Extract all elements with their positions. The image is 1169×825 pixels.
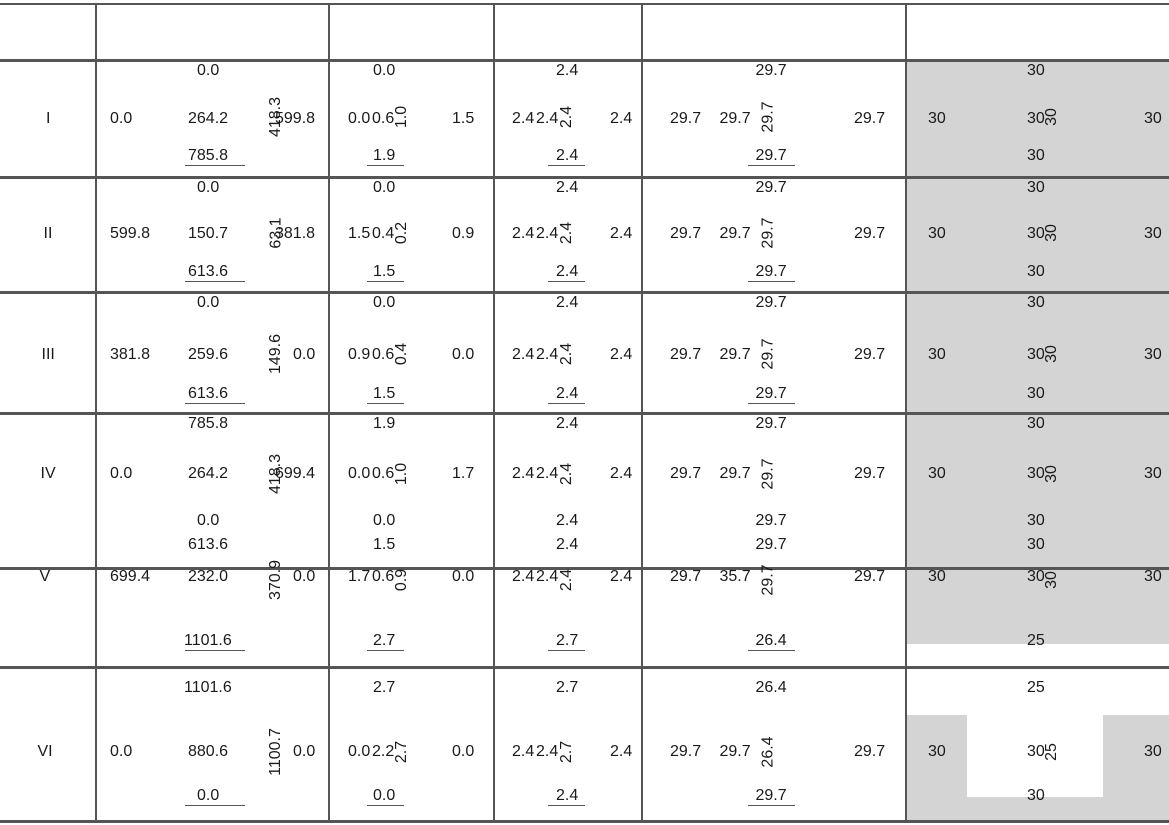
row-1-as-dis-center: 2.4 [536, 110, 559, 127]
row-1-momentos-top: 0.0 [197, 62, 220, 79]
row-4-sep-prop-center: 30 [1027, 465, 1045, 482]
row-5-as-dis-center: 2.4 [536, 568, 559, 585]
row-5-sep-prop-right: 30 [1144, 568, 1162, 585]
row-3-momentos-top: 0.0 [197, 294, 220, 311]
rule-col-4 [641, 3, 643, 823]
row-1-sep-calc-top: 29.7 [755, 62, 787, 79]
row-2-sep-prop-top: 30 [1027, 179, 1045, 196]
row-1-as-calc-center: 0.6 [372, 110, 395, 127]
row-3-momentos-underline [185, 403, 245, 404]
row-4-sep-prop-top: 30 [1027, 415, 1045, 432]
row-3-as-dis-left: 2.4 [512, 346, 535, 363]
row-2-sep-prop-center: 30 [1027, 225, 1045, 242]
row-3-as-calc-left: 0.9 [348, 346, 371, 363]
row-6-sep-prop-top: 25 [1027, 679, 1045, 696]
row-4-momentos-bottom: 0.0 [197, 512, 220, 529]
row-4-sep-prop-left: 30 [928, 465, 946, 482]
row-3-as-calc-right: 0.0 [452, 346, 475, 363]
row-2-sep-calc-center: 29.7 [719, 225, 751, 242]
row-6-sep-calc-top: 26.4 [755, 679, 787, 696]
row-6-momentos-vertical: 1100.7 [266, 728, 284, 776]
row-4-momentos-top: 785.8 [188, 415, 229, 432]
row-1-momentos-vertical: 418.3 [267, 96, 285, 138]
row-3-momentos-center: 259.6 [188, 346, 229, 363]
row-3-as-dis-top: 2.4 [556, 294, 579, 311]
row-label-II: II [43, 225, 53, 242]
rule-col-1 [95, 3, 97, 823]
row-5-as-calc-right: 0.0 [452, 568, 475, 585]
row-3-as-dis-right: 2.4 [610, 346, 633, 363]
row-3-as-dis-bottom: 2.4 [556, 385, 579, 402]
row-1-sep-calc-left: 29.7 [670, 110, 702, 127]
row-4-as-calc-bottom2: 1.5 [373, 536, 396, 553]
row-2-momentos-right: 381.8 [275, 225, 316, 242]
rule-row-3 [0, 412, 1169, 415]
row-5-as-dis-left: 2.4 [512, 568, 535, 585]
row-2-as-dis-center: 2.4 [536, 225, 559, 242]
rule-row-2 [0, 291, 1169, 294]
row-5-as-calc-vertical: 0.9 [393, 568, 411, 592]
row-4-sep-prop-bottom2: 30 [1027, 536, 1045, 553]
row-6-momentos-left: 0.0 [110, 743, 133, 760]
row-1-sep-prop-top: 30 [1027, 62, 1045, 79]
row-6-as-dis-left: 2.4 [512, 743, 535, 760]
row-3-as-calc-vertical: 0.4 [393, 342, 411, 366]
row-3-sep-prop-vertical: 30 [1042, 345, 1060, 363]
row-4-as-dis-center: 2.4 [536, 465, 559, 482]
row-label-I: I [46, 110, 51, 127]
row-6-sep-calc-underline [748, 805, 795, 806]
row-1-sep-calc-center: 29.7 [719, 110, 751, 127]
row-3-sep-calc-center: 29.7 [719, 346, 751, 363]
row-4-sep-calc-center: 29.7 [719, 465, 751, 482]
row-3-momentos-right: 0.0 [293, 346, 316, 363]
row-6-sep-prop-vertical: 25 [1042, 743, 1060, 761]
row-3-as-dis-vertical: 2.4 [558, 342, 576, 366]
row-4-as-calc-right: 1.7 [452, 465, 475, 482]
row-2-as-calc-vertical: 0.2 [393, 221, 411, 245]
row-1-as-calc-bottom: 1.9 [373, 147, 396, 164]
row-2-as-dis-left: 2.4 [512, 225, 535, 242]
row-label-IV: IV [40, 465, 56, 482]
row-5-momentos-vertical: 370.9 [267, 559, 285, 601]
row-6-sep-calc-left: 29.7 [670, 743, 702, 760]
row-1-sep-prop-right: 30 [1144, 110, 1162, 127]
row-2-as-calc-left: 1.5 [348, 225, 371, 242]
row-3-as-calc-center: 0.6 [372, 346, 395, 363]
row-2-as-dis-right: 2.4 [610, 225, 633, 242]
row-6-as-calc-center: 2.2 [372, 743, 395, 760]
row-5-sep-calc-center: 35.7 [719, 568, 751, 585]
row-1-momentos-bottom: 785.8 [188, 147, 229, 164]
row-1-sep-calc-right: 29.7 [854, 110, 886, 127]
row-4-as-calc-left: 0.0 [348, 465, 371, 482]
row-4-momentos-vertical: 418.3 [267, 453, 285, 495]
row-6-as-calc-right: 0.0 [452, 743, 475, 760]
row-4-sep-calc-bottom: 29.7 [755, 512, 787, 529]
row-6-as-dis-center: 2.4 [536, 743, 559, 760]
row-1-as-calc-underline [367, 165, 404, 166]
row-6-momentos-top: 1101.6 [184, 679, 232, 696]
row-6-as-calc-left: 0.0 [348, 743, 371, 760]
row-3-momentos-left: 381.8 [110, 346, 151, 363]
row-1-as-calc-top: 0.0 [373, 62, 396, 79]
row-4-as-calc-center: 0.6 [372, 465, 395, 482]
row-2-momentos-bottom: 613.6 [188, 263, 229, 280]
row-1-as-dis-right: 2.4 [610, 110, 633, 127]
row-3-sep-prop-right: 30 [1144, 346, 1162, 363]
row-5-as-dis-right: 2.4 [610, 568, 633, 585]
row-4-as-dis-left: 2.4 [512, 465, 535, 482]
row-4-sep-calc-bottom2: 29.7 [755, 536, 787, 553]
row-6-momentos-bottom: 0.0 [197, 787, 220, 804]
row-1-as-calc-left: 0.0 [348, 110, 371, 127]
rule-row-4 [0, 567, 1169, 570]
row-3-sep-prop-top: 30 [1027, 294, 1045, 311]
row-5-as-dis-underline [548, 650, 585, 651]
row-1-as-dis-bottom: 2.4 [556, 147, 579, 164]
row-2-as-dis-vertical: 2.4 [558, 221, 576, 245]
row-5-sep-calc-right: 29.7 [854, 568, 886, 585]
row-2-sep-calc-left: 29.7 [670, 225, 702, 242]
row-5-momentos-left: 699.4 [110, 568, 151, 585]
row-4-sep-calc-vertical: 29.7 [759, 458, 777, 490]
row-4-sep-prop-vertical: 30 [1042, 465, 1060, 483]
row-1-sep-prop-center: 30 [1027, 110, 1045, 127]
row-2-sep-calc-underline [748, 281, 795, 282]
row-4-as-dis-vertical: 2.4 [558, 462, 576, 486]
row-4-as-calc-vertical: 1.0 [393, 462, 411, 486]
row-6-sep-calc-center: 29.7 [719, 743, 751, 760]
row-4-sep-calc-right: 29.7 [854, 465, 886, 482]
row-3-as-calc-underline [367, 403, 404, 404]
row-5-sep-prop-vertical: 30 [1042, 571, 1060, 589]
row-4-sep-prop-bottom: 30 [1027, 512, 1045, 529]
row-2-as-calc-underline [367, 281, 404, 282]
row-2-as-calc-top: 0.0 [373, 179, 396, 196]
row-1-as-calc-right: 1.5 [452, 110, 475, 127]
row-4-as-dis-right: 2.4 [610, 465, 633, 482]
row-3-sep-prop-bottom: 30 [1027, 385, 1045, 402]
row-label-VI: VI [37, 743, 53, 760]
row-6-sep-calc-vertical: 26.4 [759, 736, 777, 768]
row-1-momentos-underline [185, 165, 245, 166]
row-6-sep-prop-bottom: 30 [1027, 787, 1045, 804]
row-3-momentos-vertical: 149.6 [267, 333, 285, 375]
row-4-as-dis-bottom2: 2.4 [556, 536, 579, 553]
row-2-momentos-center: 150.7 [188, 225, 229, 242]
row-5-momentos-underline [185, 650, 245, 651]
row-6-sep-calc-bottom: 29.7 [755, 787, 787, 804]
row-5-as-calc-bottom: 2.7 [373, 632, 396, 649]
row-3-sep-calc-top: 29.7 [755, 294, 787, 311]
row-5-sep-prop-center: 30 [1027, 568, 1045, 585]
row-3-momentos-bottom: 613.6 [188, 385, 229, 402]
row-6-sep-prop-right: 30 [1144, 743, 1162, 760]
row-3-as-dis-center: 2.4 [536, 346, 559, 363]
row-2-momentos-underline [185, 281, 245, 282]
row-5-sep-calc-left: 29.7 [670, 568, 702, 585]
row-2-as-dis-underline [548, 281, 585, 282]
row-2-momentos-top: 0.0 [197, 179, 220, 196]
row-6-as-dis-bottom: 2.4 [556, 787, 579, 804]
row-5-sep-prop-left: 30 [928, 568, 946, 585]
row-6-as-calc-underline [367, 805, 404, 806]
row-3-sep-prop-left: 30 [928, 346, 946, 363]
rule-header [0, 59, 1169, 62]
row-1-sep-calc-underline [748, 165, 795, 166]
row-6-as-dis-underline [548, 805, 585, 806]
row-2-sep-prop-right: 30 [1144, 225, 1162, 242]
row-5-sep-calc-vertical: 29.7 [759, 564, 777, 596]
row-1-as-calc-vertical: 1.0 [393, 105, 411, 129]
row-1-as-dis-vertical: 2.4 [558, 105, 576, 129]
row-2-as-calc-center: 0.4 [372, 225, 395, 242]
row-2-as-dis-top: 2.4 [556, 179, 579, 196]
row-2-sep-prop-vertical: 30 [1042, 224, 1060, 242]
row-6-as-dis-vertical: 2.7 [558, 740, 576, 764]
row-4-momentos-right: 699.4 [275, 465, 316, 482]
row-5-momentos-center: 232.0 [188, 568, 229, 585]
row-2-momentos-left: 599.8 [110, 225, 151, 242]
row-4-momentos-center: 264.2 [188, 465, 229, 482]
row-6-as-calc-vertical: 2.7 [393, 740, 411, 764]
row-6-momentos-center: 880.6 [188, 743, 229, 760]
row-4-sep-calc-top: 29.7 [755, 415, 787, 432]
row-4-as-dis-top: 2.4 [556, 415, 579, 432]
row-1-momentos-right: 599.8 [275, 110, 316, 127]
row-5-as-calc-left: 1.7 [348, 568, 371, 585]
row-5-as-dis-vertical: 2.4 [558, 568, 576, 592]
row-1-sep-prop-bottom: 30 [1027, 147, 1045, 164]
row-5-momentos-bottom: 1101.6 [184, 632, 232, 649]
row-6-as-dis-right: 2.4 [610, 743, 633, 760]
row-5-sep-calc-underline [748, 650, 795, 651]
row-5-as-calc-center: 0.6 [372, 568, 395, 585]
row-3-as-calc-bottom: 1.5 [373, 385, 396, 402]
row-5-as-calc-underline [367, 650, 404, 651]
row-1-sep-prop-left: 30 [928, 110, 946, 127]
row-2-sep-prop-left: 30 [928, 225, 946, 242]
row-5-momentos-right: 0.0 [293, 568, 316, 585]
row-1-as-dis-left: 2.4 [512, 110, 535, 127]
row-2-as-dis-bottom: 2.4 [556, 263, 579, 280]
row-6-momentos-right: 0.0 [293, 743, 316, 760]
rule-col-3 [493, 3, 495, 823]
row-1-sep-calc-bottom: 29.7 [755, 147, 787, 164]
row-3-sep-calc-vertical: 29.7 [759, 338, 777, 370]
row-2-sep-calc-top: 29.7 [755, 179, 787, 196]
row-4-momentos-bottom2: 613.6 [188, 536, 229, 553]
row-2-as-calc-bottom: 1.5 [373, 263, 396, 280]
row-3-sep-calc-right: 29.7 [854, 346, 886, 363]
row-5-sep-prop-bottom: 25 [1027, 632, 1045, 649]
row-6-as-dis-top: 2.7 [556, 679, 579, 696]
row-4-as-dis-bottom: 2.4 [556, 512, 579, 529]
row-label-V: V [39, 568, 51, 585]
row-2-sep-calc-vertical: 29.7 [759, 217, 777, 249]
row-3-sep-prop-center: 30 [1027, 346, 1045, 363]
row-1-sep-calc-vertical: 29.7 [759, 101, 777, 133]
rule-row-5 [0, 666, 1169, 669]
row-6-sep-prop-center: 30 [1027, 743, 1045, 760]
row-1-momentos-center: 264.2 [188, 110, 229, 127]
row-label-III: III [41, 346, 55, 363]
row-4-as-calc-bottom: 0.0 [373, 512, 396, 529]
row-4-sep-calc-left: 29.7 [670, 465, 702, 482]
row-5-as-dis-bottom: 2.7 [556, 632, 579, 649]
row-6-momentos-underline [185, 805, 245, 806]
row-3-as-calc-top: 0.0 [373, 294, 396, 311]
row-6-sep-prop-left: 30 [928, 743, 946, 760]
row-3-sep-calc-underline [748, 403, 795, 404]
rule-top [0, 3, 1169, 5]
row-3-sep-calc-bottom: 29.7 [755, 385, 787, 402]
row-6-sep-calc-right: 29.7 [854, 743, 886, 760]
row-2-sep-calc-right: 29.7 [854, 225, 886, 242]
row-4-sep-prop-right: 30 [1144, 465, 1162, 482]
rule-row-1 [0, 176, 1169, 179]
row-3-as-dis-underline [548, 403, 585, 404]
row-4-momentos-left: 0.0 [110, 465, 133, 482]
row-2-sep-prop-bottom: 30 [1027, 263, 1045, 280]
rule-col-5 [905, 3, 907, 823]
row-1-as-dis-underline [548, 165, 585, 166]
rule-col-2 [328, 3, 330, 823]
row-2-sep-calc-bottom: 29.7 [755, 263, 787, 280]
row-6-as-calc-top: 2.7 [373, 679, 396, 696]
row-5-sep-calc-bottom: 26.4 [755, 632, 787, 649]
rule-bottom [0, 820, 1169, 823]
row-1-as-dis-top: 2.4 [556, 62, 579, 79]
row-2-momentos-vertical: 63.1 [267, 217, 285, 249]
row-4-as-calc-top: 1.9 [373, 415, 396, 432]
row-1-sep-prop-vertical: 30 [1042, 108, 1060, 126]
row-6-as-calc-bottom: 0.0 [373, 787, 396, 804]
row-2-as-calc-right: 0.9 [452, 225, 475, 242]
row-3-sep-calc-left: 29.7 [670, 346, 702, 363]
row-1-momentos-left: 0.0 [110, 110, 133, 127]
